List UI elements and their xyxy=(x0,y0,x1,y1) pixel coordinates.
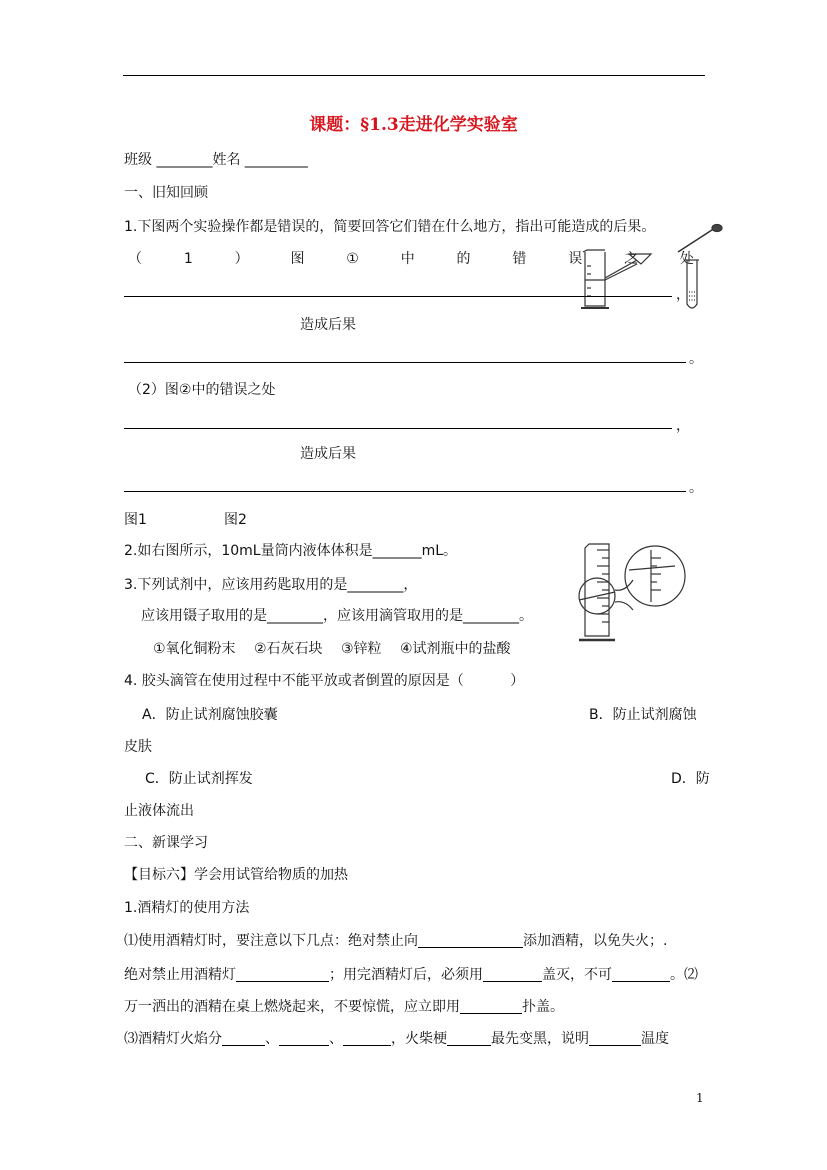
q4-option-b[interactable]: B．防止试剂腐蚀 xyxy=(589,707,697,723)
q1-char: 之 xyxy=(624,251,639,267)
graduated-cylinder-icon xyxy=(579,544,685,640)
question-3-line1: 3.下列试剂中，应该用药匙取用的是________， xyxy=(124,577,418,593)
q1-char: （ xyxy=(128,251,142,267)
answer-line-2[interactable] xyxy=(124,362,686,363)
p3-text-a: 万一洒出的酒精在桌上燃烧起来，不要惊慌，应立即用 xyxy=(124,999,460,1015)
question-4-text: 4. 胶头滴管在使用过程中不能平放或者倒置的原因是（ ） xyxy=(124,673,525,689)
blank-1[interactable] xyxy=(418,933,523,948)
q1-char: 误 xyxy=(568,251,583,267)
blank-6[interactable] xyxy=(222,1031,265,1046)
consequence-label-2: 造成后果 xyxy=(300,446,356,462)
p3-text-b: 扑盖。 xyxy=(522,999,564,1015)
header-rule xyxy=(123,75,705,76)
blank-8[interactable] xyxy=(343,1031,391,1046)
class-label: 班级 xyxy=(124,152,152,168)
q4-option-d[interactable]: D．防 xyxy=(671,771,710,787)
paragraph-3 xyxy=(124,998,564,1016)
q1-char: ① xyxy=(346,251,359,267)
p4-text-a: ⑶酒精灯火焰分 xyxy=(124,1031,222,1047)
section-heading-new: 二、新课学习 xyxy=(124,835,208,851)
class-blank[interactable]: ________ xyxy=(156,152,213,168)
figure-1-2-illustration xyxy=(575,222,725,314)
period-2: 。 xyxy=(689,480,703,496)
name-blank[interactable]: _________ xyxy=(244,152,308,168)
period-1: 。 xyxy=(689,351,703,367)
blank-9[interactable] xyxy=(447,1031,491,1046)
blank-3[interactable] xyxy=(483,967,542,982)
q1-char: 图 xyxy=(290,251,305,267)
consequence-label-1: 造成后果 xyxy=(300,317,356,333)
p2-text-c: 盖灭，不可 xyxy=(542,967,612,983)
q4-option-d-cont: 止液体流出 xyxy=(124,803,194,819)
q1-char: 处 xyxy=(679,251,694,267)
blank-4[interactable] xyxy=(612,967,670,982)
question-2-text: 2.如右图所示，10mL量筒内液体体积是_______mL。 xyxy=(124,543,458,559)
paragraph-1 xyxy=(124,932,667,950)
section-heading-review: 一、旧知回顾 xyxy=(124,185,208,201)
q4-option-c[interactable]: C．防止试剂挥发 xyxy=(145,771,253,787)
answer-line-3[interactable] xyxy=(124,428,672,429)
cylinder-magnified-illustration xyxy=(575,540,695,646)
p4-text-d: 温度 xyxy=(641,1031,669,1047)
blank-2[interactable] xyxy=(236,967,329,982)
blank-5[interactable] xyxy=(460,999,522,1014)
comma-2: ， xyxy=(676,418,690,434)
item-1-heading: 1.酒精灯的使用方法 xyxy=(124,900,250,916)
question-3-line2: 应该用镊子取用的是________，应该用滴管取用的是________。 xyxy=(141,608,533,624)
q1-char: 的 xyxy=(456,251,471,267)
p4-text-c: 最先变黑，说明 xyxy=(491,1031,589,1047)
figure-label-1: 图1 xyxy=(124,512,147,528)
question-1-text: 1.下图两个实验操作都是错误的，简要回答它们错在什么地方，指出可能造成的后果。 xyxy=(124,219,656,235)
comma-1: ， xyxy=(676,287,690,303)
page-number: 1 xyxy=(696,1091,704,1105)
p1-text-a: ⑴使用酒精灯时，要注意以下几点：绝对禁止向 xyxy=(124,933,418,949)
p4-sep: 、 xyxy=(329,1031,343,1047)
answer-line-1[interactable] xyxy=(124,296,672,297)
q4-option-a[interactable]: A．防止试剂腐蚀胶囊 xyxy=(142,707,278,723)
q1-char: 错 xyxy=(512,251,527,267)
paragraph-4 xyxy=(124,1030,669,1048)
graduated-cylinder-icon xyxy=(581,250,651,308)
p1-text-b: 添加酒精，以免失火；. xyxy=(523,933,668,949)
p2-text-d: 。⑵ xyxy=(670,967,698,983)
page-title: 课题：§1.3走进化学实验室 xyxy=(309,115,518,135)
q4-option-b-cont: 皮肤 xyxy=(124,739,152,755)
answer-line-4[interactable] xyxy=(124,491,686,492)
paragraph-2 xyxy=(124,966,698,984)
q1-char: ） xyxy=(234,251,249,267)
blank-7[interactable] xyxy=(279,1031,329,1046)
p4-sep: 、 xyxy=(265,1031,279,1047)
q1-char: 1 xyxy=(183,251,193,267)
goal-6-heading: 【目标六】学会用试管给物质的加热 xyxy=(124,867,348,883)
p2-text-a: 绝对禁止用酒精灯 xyxy=(124,967,236,983)
class-name-line xyxy=(124,151,308,169)
p4-text-b: ，火柴梗 xyxy=(391,1031,447,1047)
figure-label-2: 图2 xyxy=(224,512,247,528)
question-3-options: ①氧化铜粉末 ②石灰石块 ③锌粒 ④试剂瓶中的盐酸 xyxy=(153,641,511,657)
blank-10[interactable] xyxy=(589,1031,641,1046)
q1-char: 中 xyxy=(400,251,415,267)
name-label: 姓名 xyxy=(212,152,241,168)
question-1-part2: （2）图②中的错误之处 xyxy=(128,382,276,398)
p2-text-b: ；用完酒精灯后，必须用 xyxy=(329,967,483,983)
